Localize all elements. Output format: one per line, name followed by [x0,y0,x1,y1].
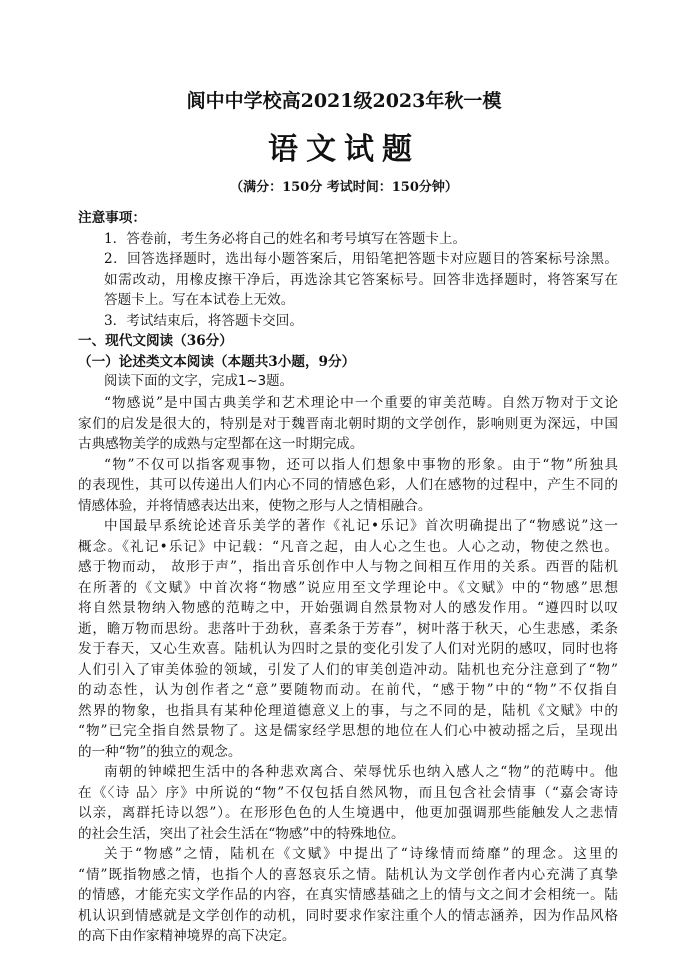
notes-heading: 注意事项： [78,210,146,226]
passage-line: 的情感，才能充实文学作品的内容，在真实情感基础之上的情与文之间才会相统一。陆 [78,887,618,903]
passage-line: 逝，瞻万物而思纷。悲落叶于劲秋，喜柔条于芳春”，树叶落于秋天，心生悲感，柔条 [78,620,618,637]
passage-line: 将自然景物纳入物感的范畴之中，开始强调自然景物对人的感发作用。“遵四时以叹 [78,600,618,616]
notes-line: 如需改动，用橡皮擦干净后，再选涂其它答案标号。回答非选择题时，将答案写在 [104,271,618,288]
exam-title: 阆中中学校高2021级2023年秋一模 [186,90,502,112]
passage-line: 发于春天，又心生欢喜。陆机认为四时之景的变化引发了人们对光阴的感叹，同时也将 [78,641,618,657]
passage-line: 古典感物美学的成熟与定型都在这一时期完成。 [78,436,364,452]
passage-line: 的动态性，认为创作者之“意”要随物而动。在前代，“感于物”中的“物”不仅指自 [78,682,618,698]
notes-line: 2．回答选择题时，选出每小题答案后，用铅笔把答题卡对应题目的答案标号涂黑。 [104,251,618,267]
notes-line: 3．考试结束后，将答题卡交回。 [104,312,303,329]
passage-line: 感于物而动， 故形于声”，指出音乐创作中人与物之间相互作用的关系。西晋的陆机 [78,559,618,575]
subject-title: 语文试题 [268,132,420,167]
passage-line: 的社会生活，突出了社会生活在“物感”中的特殊地位。 [78,825,405,842]
passage-line: 中国最早系统论述音乐美学的著作《礼记•乐记》首次明确提出了“物感说”这一 [104,518,618,534]
passage [78,393,618,947]
passage-line: 南朝的钟嵘把生活中的各种悲欢离合、荣辱忧乐也纳入感人之“物”的范畴中。他 [104,764,618,780]
exam-meta: （满分：150分 考试时间：150分钟） [230,180,458,195]
passage-line: 机认识到情感就是文学创作的动机，同时要求作家注重个人的情志涵养，因为作品风格 [78,907,618,924]
passage-line: “物”已完全指自然景物了。这是儒家经学思想的地位在人们心中被动摇之后，呈现出 [78,723,618,739]
notes-line: 答题卡上。写在本试卷上无效。 [104,292,295,308]
passage-line: 以亲，离群托诗以怨”）。在形形色色的人生境遇中，他更加强调那些能触发人之悲情 [78,805,618,821]
notes-block [78,208,618,393]
passage-line: 人们引入了审美体验的领域，引发了人们的审美创造冲动。陆机也充分注意到了“物” [78,661,618,678]
passage-line: 家们的启发是很大的，特别是对于魏晋南北朝时期的文学创作，影响则更为深远，中国 [78,415,618,432]
passage-line: 的表现性，其可以传递出人们内心不同的情感色彩，人们在感物的过程中，产生不同的 [78,477,618,493]
passage-line: 在所著的《文赋》中首次将“物感”说应用至文学理论中。《文赋》中的“物感”思想 [78,579,618,596]
passage-line: 的一种“物”的独立的观念。 [78,743,242,760]
passage-line: “物”不仅可以指客观事物，还可以指人们想象中事物的形象。由于“物”所独具 [104,456,618,473]
passage-line: 概念。《礼记•乐记》中记载：“凡音之起，由人心之生也。人心之动，物使之然也。 [78,538,618,555]
passage-line: 在《〈诗 品〉序》中所说的“物”不仅包括自然风物，而且包含社会情事（“嘉会寄诗 [78,784,618,801]
notes-line: 1．答卷前，考生务必将自己的姓名和考号填写在答题卡上。 [104,230,467,247]
section-heading: 一、现代文阅读（36分） [78,333,233,349]
passage-line: 关于“物感”之情，陆机在《文赋》中提出了“诗缘情而绮靡”的理念。这里的 [104,846,618,862]
passage-line: 的高下由作家精神境界的高下决定。 [78,928,296,944]
reading-instruction: 阅读下面的文字，完成1~3题。 [104,374,293,389]
subsection-heading: （一）论述类文本阅读（本题共3小题，9分） [78,353,356,370]
passage-line: “情”既指物感之情，也指个人的喜怒哀乐之情。陆机认为文学创作者内心充满了真挚 [78,866,618,883]
passage-line: 情感体验，并将情感表达出来，使物之形与人之情相融合。 [78,497,432,514]
passage-line: “物感说”是中国古典美学和艺术理论中一个重要的审美范畴。自然万物对于文论 [104,395,618,411]
passage-line: 然界的物象，也指具有某种伦理道德意义上的事，与之不同的是，陆机《文赋》中的 [78,702,618,719]
